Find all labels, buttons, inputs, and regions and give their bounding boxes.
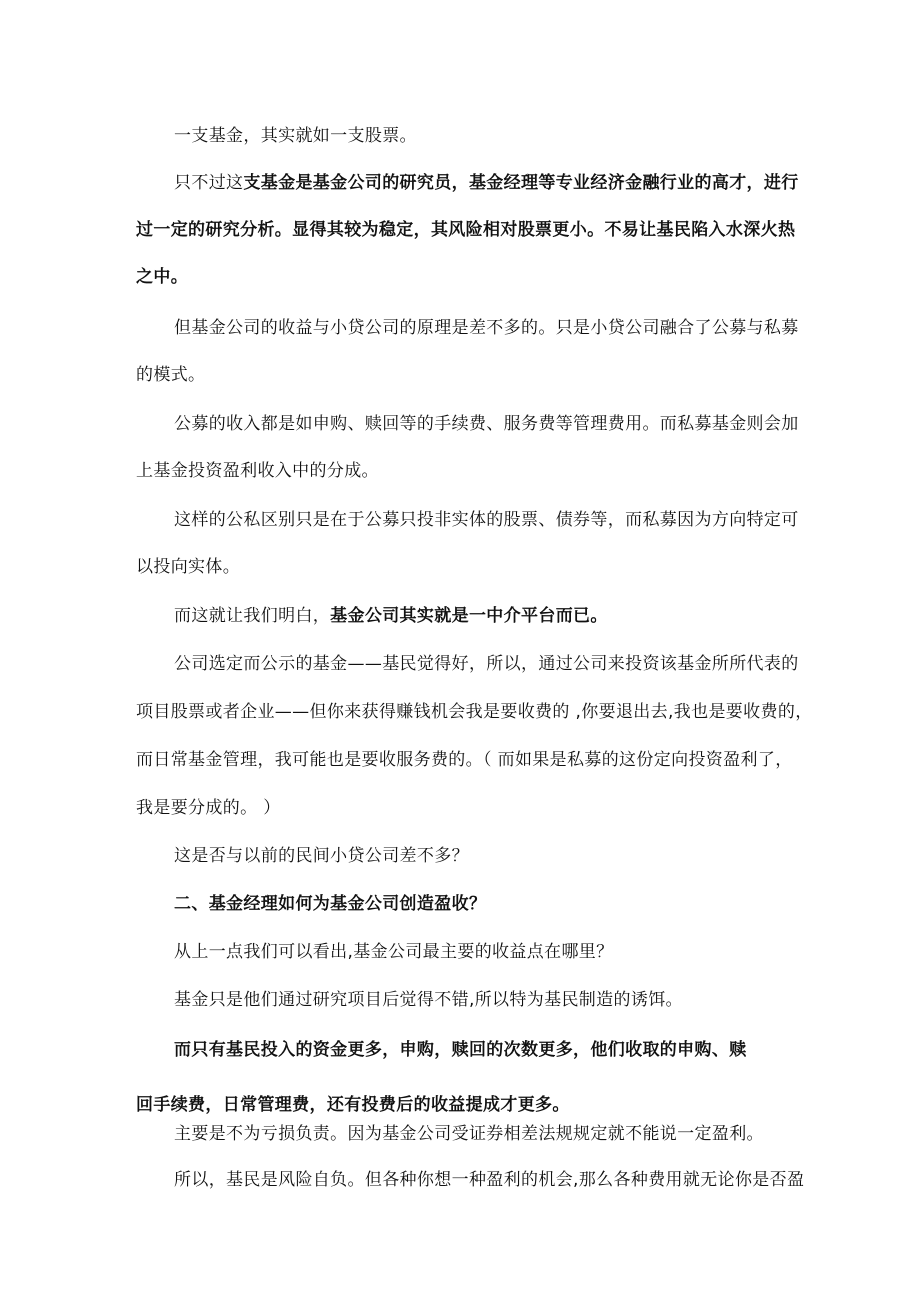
- paragraph-7-line-1: 公司选定而公示的基金——基民觉得好，所以，通过公司来投资该基金所所代表的: [174, 654, 799, 674]
- paragraph-13-line-1: 所以，基民是风险自负。但各种你想一种盈利的机会,那么各种费用就无论你是否盈: [174, 1170, 805, 1190]
- paragraph-2-line-2: 过一定的研究分析。显得其较为稳定，其风险相对股票更小。不易让基民陷入水深火热: [136, 220, 796, 240]
- paragraph-2-lead: 只不过这: [174, 173, 244, 193]
- paragraph-12-line-1: 主要是不为亏损负责。因为基金公司受证券相差法规规定就不能说一定盈利。: [174, 1124, 764, 1144]
- paragraph-2-line-3: 之中。: [136, 267, 189, 287]
- section-heading-2: 二、基金经理如何为基金公司创造盈收？: [174, 894, 487, 914]
- paragraph-5-line-2: 以投向实体。: [136, 557, 241, 577]
- paragraph-3-line-1: 但基金公司的收益与小贷公司的原理是差不多的。只是小贷公司融合了公募与私募: [174, 318, 799, 338]
- paragraph-8-line-1: 这是否与以前的民间小贷公司差不多？: [174, 846, 469, 866]
- paragraph-2-line-1: [174, 172, 799, 194]
- paragraph-4-line-2: 上基金投资盈利收入中的分成。: [136, 461, 379, 481]
- paragraph-4-line-1: 公募的收入都是如申购、赎回等的手续费、服务费等管理费用。而私募基金则会加: [174, 414, 799, 434]
- paragraph-11-line-1: 而只有基民投入的资金更多，申购，赎回的次数更多，他们收取的申购、赎: [174, 1040, 747, 1060]
- paragraph-9-line-1: 从上一点我们可以看出,基金公司最主要的收益点在哪里？: [174, 942, 614, 962]
- paragraph-10-line-1: 基金只是他们通过研究项目后觉得不错,所以特为基民制造的诱饵。: [174, 990, 683, 1010]
- paragraph-6-lead: 而这就让我们明白，: [174, 606, 331, 626]
- paragraph-7-line-2: 项目股票或者企业——但你来获得赚钱机会我是要收费的 ,你要退出去,我也是要收费的，: [136, 702, 813, 722]
- paragraph-3-line-2: 的模式。: [136, 365, 206, 385]
- paragraph-6-bold: 基金公司其实就是一中介平台而已。: [330, 606, 608, 626]
- paragraph-11-line-2: 回手续费，日常管理费，还有投费后的收益提成才更多。: [136, 1095, 570, 1115]
- paragraph-7-line-3: 而日常基金管理，我可能也是要收服务费的。（ 而如果是私募的这份定向投资盈利了，: [136, 750, 793, 770]
- paragraph-5-line-1: 这样的公私区别只是在于公募只投非实体的股票、债券等，而私募因为方向特定可: [174, 510, 799, 530]
- paragraph-6-line-1: [174, 605, 608, 627]
- paragraph-2-bold: 支基金是基金公司的研究员，基金经理等专业经济金融行业的高才，进行: [243, 173, 799, 193]
- paragraph-1-line-1: 一支基金，其实就如一支股票。: [174, 126, 417, 146]
- paragraph-7-line-4: 我是要分成的。 ）: [136, 798, 281, 818]
